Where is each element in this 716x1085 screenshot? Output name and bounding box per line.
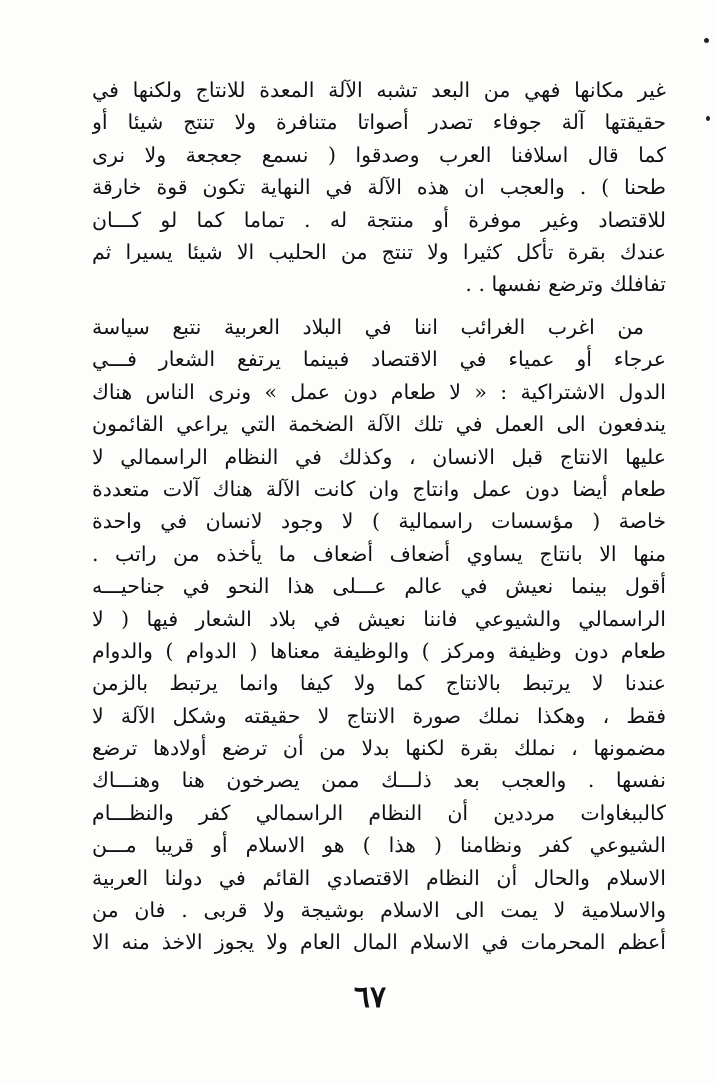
text-line: منها الا بانتاج يساوي أضعاف أضعاف ما يأخذه من راتب . — [92, 541, 666, 566]
text-line: خاصة ( مؤسسات راسمالية ) لا وجود لانسان في واحدة — [92, 509, 666, 534]
text-line: الدول الاشتراكية : « لا طعام دون عمل » ونرى الناس هناك — [92, 379, 666, 404]
page-number: ٦٧ — [353, 980, 387, 1015]
text-line: يندفعون الى العمل في تلك الآلة الضخمة التي يراعي القائمون — [92, 412, 666, 437]
text-line: حقيقتها آلة جوفاء تصدر أصواتا متنافرة ولا تنتج شيئا أو — [92, 110, 666, 135]
margin-speck — [706, 116, 710, 121]
text-line: مضمونها ، نملك بقرة لكنها بدلا من أن ترضع أولادها ترضع — [92, 736, 666, 761]
text-line: للاقتصاد وغير موفرة أو منتجة له . تماما كما لو كـــان — [92, 207, 666, 232]
text-line: كالببغاوات مرددين أن النظام الراسمالي كفر والنظـــام — [92, 800, 666, 825]
text-line: أقول بينما نعيش في عالم عـــلى هذا النحو في جناحيـــه — [92, 574, 666, 599]
text-line: طعام دون وظيفة ومركز ) والوظيفة معناها ( الدوام ) والدوام — [92, 638, 666, 663]
text-line: الراسمالي والشيوعي فاننا نعيش في بلاد الشعار فيها ( لا — [92, 606, 666, 631]
text-line: من اغرب الغرائب اننا في البلاد العربية نتبع سياسة — [92, 315, 644, 339]
text-line: فقط ، وهكذا نملك صورة الانتاج لا حقيقته وشكل الآلة لا — [92, 703, 666, 728]
text-line: طعام أيضا دون عمل وانتاج وان كانت الآلة هناك آلات متعددة — [92, 476, 666, 501]
text-line: كما قال اسلافنا العرب وصدقوا ( نسمع جعجعة ولا نرى — [92, 142, 666, 167]
text-line: طحنا ) . والعجب ان هذه الآلة في النهاية تكون قوة خارقة — [92, 175, 666, 200]
text-line: تفافلك وترضع نفسها . . — [465, 272, 666, 297]
text-line: غير مكانها فهي من البعد تشبه الآلة المعدة للانتاج ولكنها في — [92, 78, 666, 102]
text-line: الشيوعي كفر ونظامنا ( هذا ) هو الاسلام أو قريبا مـــن — [92, 833, 666, 858]
paragraph-2 — [92, 311, 666, 959]
text-line: عرجاء أو عمياء في الاقتصاد فبينما يرتفع الشعار فـــي — [92, 347, 666, 372]
text-line: عندنا لا يرتبط بالانتاج كما ولا كيفا وانما يرتبط بالزمن — [92, 671, 666, 696]
paragraph-1 — [92, 74, 666, 301]
text-line: عليها الانتاج قبل الانسان ، وكذلك في النظام الراسمالي لا — [92, 444, 666, 469]
text-line: والاسلامية لا يمت الى الاسلام بوشيجة ولا قربى . فان من — [92, 898, 666, 923]
text-line: عندك بقرة تأكل كثيرا ولا تنتج من الحليب الا شيئا يسيرا ثم — [92, 239, 666, 264]
text-line: نفسها . والعجب بعد ذلـــك ممن يصرخون هنا وهنـــاك — [92, 768, 666, 793]
margin-speck — [704, 38, 709, 43]
text-line: أعظم المحرمات في الاسلام المال العام ولا يجوز الاخذ منه الا — [92, 930, 666, 955]
text-line: الاسلام والحال أن النظام الاقتصادي القائم في دولنا العربية — [92, 865, 666, 890]
